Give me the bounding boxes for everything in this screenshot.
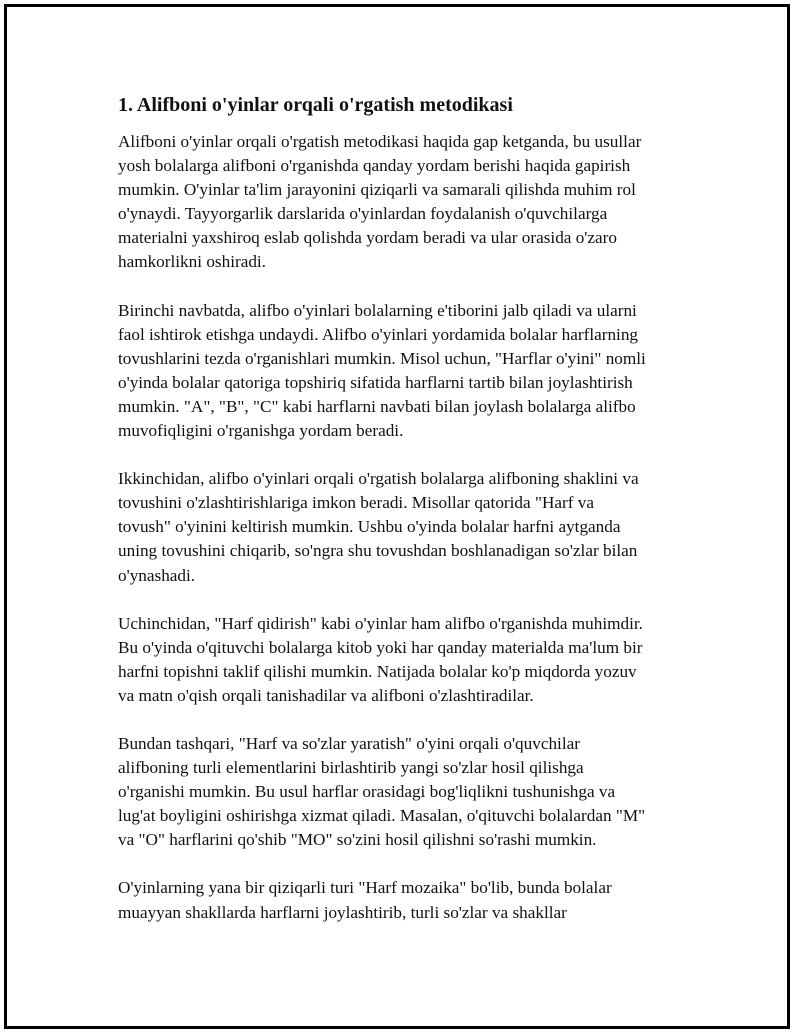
text-line: Bundan tashqari, "Harf va so'zlar yaratish" o'yini orqali o'quvchilar — [118, 733, 580, 753]
text-line: o'ynashadi. — [118, 565, 196, 585]
text-line: o'rganishi mumkin. Bu usul harflar orasidagi bog'liqlikni tushunishga va — [118, 782, 616, 802]
text-line: uning tovushini chiqarib, so'ngra shu tovushdan boshlanadigan so'zlar bilan — [118, 541, 638, 561]
text-line: Bu o'yinda o'qituvchi bolalarga kitob yoki har qanday materialda ma'lum bir — [118, 637, 643, 657]
paragraph-3 — [118, 467, 698, 587]
text-line: materialni yaxshiroq eslab qolishda yordam beradi va ular orasida o'zaro — [118, 228, 617, 248]
text-line: tovushlarini tezda o'rganishlari mumkin. Misol uchun, "Harflar o'yini" nomli — [118, 348, 646, 368]
text-line: Alifboni o'yinlar orqali o'rgatish metodikasi haqida gap ketganda, bu usullar — [118, 132, 642, 151]
text-line: yosh bolalarga alifboni o'rganishda qanday yordam berishi haqida gapirish — [118, 156, 631, 176]
text-line: mumkin. O'yinlar ta'lim jarayonini qiziqarli va samarali qilishda muhim rol — [118, 180, 636, 200]
text-line: Ikkinchidan, alifbo o'yinlari orqali o'rgatish bolalarga alifboning shaklini va — [118, 469, 639, 489]
text-line: O'yinlarning yana bir qiziqarli turi "Harf mozaika" bo'lib, bunda bolalar — [118, 878, 612, 898]
text-line: faol ishtirok etishga undaydi. Alifbo o'yinlari yordamida bolalar harflarning — [118, 324, 639, 344]
text-line: o'yinda bolalar qatoriga topshiriq sifatida harflarni tartib bilan joylashtirish — [118, 372, 633, 392]
paragraph-5 — [118, 732, 698, 852]
text-line: harfni topishni taklif qilishi mumkin. Natijada bolalar ko'p miqdorda yozuv — [118, 661, 637, 681]
paragraph-2 — [118, 299, 698, 444]
text-line: va matn o'qish orqali tanishadilar va alifboni o'zlashtiradilar. — [118, 685, 534, 705]
document-body — [118, 92, 698, 949]
text-line: tovush" o'yinini keltirish mumkin. Ushbu o'yinda bolalar harfni aytganda — [118, 517, 621, 537]
section-heading: 1. Alifboni o'yinlar orqali o'rgatish metodikasi — [118, 94, 513, 116]
text-line: Birinchi navbatda, alifbo o'yinlari bolalarning e'tiborini jalb qiladi va ularni — [118, 300, 637, 320]
paragraph-4 — [118, 612, 698, 708]
text-line: tovushini o'zlashtirishlariga imkon beradi. Misollar qatorida "Harf va — [118, 493, 594, 513]
text-line: muayyan shakllarda harflarni joylashtirib, turli so'zlar va shakllar — [118, 902, 567, 922]
text-line: alifboning turli elementlarini birlashtirib yangi so'zlar hosil qilishga — [118, 758, 584, 778]
text-line: va "O" harflarini qo'shib "MO" so'zini hosil qilishni so'rashi mumkin. — [118, 830, 597, 850]
text-line: lug'at boyligini oshirishga xizmat qiladi. Masalan, o'qituvchi bolalardan "M" — [118, 806, 646, 826]
text-line: o'ynaydi. Tayyorgarlik darslarida o'yinlardan foydalanish o'quvchilarga — [118, 204, 608, 224]
paragraph-1 — [118, 130, 698, 275]
text-line: muvofiqligini o'rganishga yordam beradi. — [118, 421, 404, 441]
paragraph-6 — [118, 876, 698, 924]
text-line: hamkorlikni oshiradi. — [118, 252, 266, 272]
text-line: Uchinchidan, "Harf qidirish" kabi o'yinlar ham alifbo o'rganishda muhimdir. — [118, 613, 643, 633]
text-line: mumkin. "A", "B", "C" kabi harflarni navbati bilan joylash bolalarga alifbo — [118, 396, 636, 416]
